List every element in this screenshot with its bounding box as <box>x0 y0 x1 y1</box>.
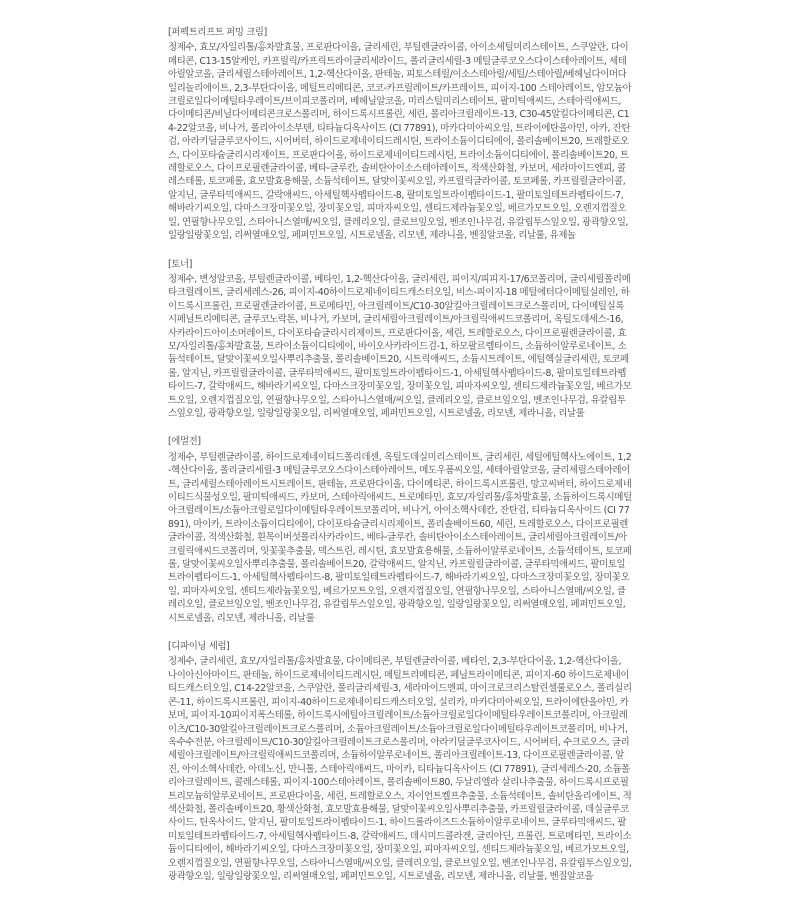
ingredient-list-text: 정제수, 효모/자일리톨/홍차발효물, 프로판다이올, 글리세린, 부틸렌글라이콜, 아이소세틸미리스테이트, 스쿠알란, 다이메티콘, C13-15알케인, 카프릴릭/카프릭트라이글리세라이드, 폴리글리세릴-3 메틸글루코오스다이스테아레이트, 세테아릴알코올, 글리세릴스테아레이트, 1,2-헥산다이올, 판테놀, 피토스테릴/이소스테아릴/세틸/스테아릴/베헤닐다이머다일리놀리에이트, 2,3-부탄다이올, 메틸트리메티콘, 코코-카프릴레이트/카프레이트, 피이지-100 스테아레이트, 암모늄아크릴로일다이메틸타우레이트/브이피코폴리머, 베헤닐알코올, 미리스틸미리스테이트, 팔미틱애씨드, 스테아릭애씨드, 다이메티콘/비닐다이메티콘크로스폴리머, 하이드록시프롤린, 세린, 폴리아크릴레이트-13, C30-45알킬다이메티콘, C14-22알코올, 비나거, 폴리아이소부텐, 티타늄디옥사이드 (CI 77891), 마카다미아씨오일, 트라이에탄올아민, 아카, 잔탄검, 아라키딜글루코사이드, 시어버터, 하이드로제네이티드레시틴, 트라이소듐이디티에이, 폴리솔베이트20, 트레할로오스, 다이포타슘글리시리제이트, 프로판다이올, 하이드로제네이티드레시틴, 트라이소듐이디티에이, 폴리솔베이트20, 트레할로오스, 다이프로필렌글라이콜, 베타-글루칸, 솔비탄아이소스테아레이트, 적색산화철, 카보머, 세라마이드엔피, 콜레스테롤, 토코페롤, 효모발효용해물, 소듐석테이트, 달맞이꽃씨오일, 카프릴릭글라이콜, 토코페롤, 카프릴릴글라이콜, 알지닌, 글루타믹애씨드, 갈락애씨드, 아세틸헥사펩타이드-8, 팔미토일트라이펩타이드-1, 팔미토일테트라펩타이드-7, 해바라기씨오일, 다마스크장미꽃오일, 장미꽃오일, 피마자씨오일, 센티드제라늄꽃오일, 베르가모트오일, 오렌지껍질오일, 연필향나무오일, 스타아니스열매/씨오일, 클레리오일, 클로브잎오일, 벤조인나무검, 유칼립투스잎오일, 광곽향오일, 일랑일랑꽃오일, 리써열매오일, 페퍼민트오일, 시트로넬올, 리모넨, 제라니올, 벤질알코올, 리날룰, 유제놀 <box>168 42 632 242</box>
section-toner <box>168 258 632 421</box>
ingredient-list-text: 정제수, 글리세린, 효모/자일리톨/홍차발효물, 다이메티콘, 부틸렌글라이콜, 베타인, 2,3-부탄다이올, 1,2-헥산다이올, 나이아신아마이드, 판테놀, 하이드로제네이티드레시틴, 메틸트리메티콘, 페닐트라이메티콘, 피이지-60 하이드로제네이티드캐스터오일, C14-22알코올, 스쿠알란, 폴리글리세릴-3, 세라마이드엔피, 마이크로크리스탈린셀룰로오스, 폴리실리콘-11, 하이드록시프롤린, 피이지-40하이드로제네이티드캐스터오일, 실리카, 마카다미아씨오일, 트라이에탄올아민, 카보머, 피이지-10피이지폭스테롤, 하이드록시에틸아크릴레이트/소듐아크릴로일다이메틸타우레이트코폴리머, 아크릴레이츠/C10-30알킬아크릴레이트크로스폴리머, 소듐아크릴레이트/소듐아크릴로일다이메틸타우레이트코폴리머, 비나거, 옥수수전분, 아크릴레이트/C10-30알킬아크릴레이트크로스폴리머, 아라키딜글루코사이드, 시어버터, 수크로오스, 글리세릴아크릴레이트/아크릴릭애씨드코폴리머, 소듐하이알루로네이트, 폴리아크릴레이트-13, 다이프로필렌글라이콜, 알진, 아이소헥사데칸, 아데노신, 만니톨, 스테아릭애씨드, 마이카, 티타늄디옥사이드 (CI 77891), 글리세레스-20, 소듐폴리아크릴레이트, 콜레스테롤, 피이지-100스테아레이트, 폴리솔베이트80, 두날리엘라 살리나추출물, 하이드록시프로필트리모늄히알루로네이트, 프로판다이올, 세린, 트레할로오스, 자이언트켈프추출물, 소듐석테이트, 솔비탄올리에이트, 적색산화철, 폴리솔베이트20, 황색산화철, 효모발효용해물, 달맞이꽃씨오일사뿌리추출물, 카프릴릴글라이콜, 데실글루코사이드, 틴옥사이드, 알지닌, 팔미토일트라이펩타이드-1, 하이드롤라이즈드소듐하이알루로네이트, 글루타믹애씨드, 팔미토일테트라펩타이드-7, 아세틸헥사펩타이드-8, 갈락애씨드, 데시미드콜라겐, 글리아딘, 프롤린, 트로메타민, 트라이소듐이디티에이, 해바라기씨오일, 다마스크장미꽃오일, 장미꽃오일, 피마자씨오일, 센티드제라늄꽃오일, 베르가모트오일, 오렌지껍질오일, 연필향나무오일, 스타아니스열매/씨오일, 클레리오일, 클로브잎오일, 벤조인나무검, 유칼립투스잎오일, 광곽향오일, 일랑일랑꽃오일, 리써열매오일, 페퍼민트오일, 시트로넬올, 리모넨, 제라니올, 리날룰, 벤질알코올 <box>168 656 632 882</box>
ingredient-list-text: 정제수, 부틸렌글라이콜, 하이드로제네이티드폴리데센, 옥틸도데실미리스테이트, 글리세린, 세틸에틸헥사노에이트, 1,2-헥산다이올, 폴리글리세릴-3 메틸글루코오스다이스테아레이트, 메도우폼씨오일, 세테아릴알코올, 글리세릴스테아레이트, 글리세릴스테아레이트시트레이트, 판테놀, 프로판다이올, 다이메티콘, 하이드록시프롤린, 망고씨버터, 하이드로제네이티드식물성오일, 팔미틱애씨드, 카보머, 스테아릭애씨드, 트로메타민, 효모/자일리톨/홍차발효물, 소듐하이드록시메틸아크릴레이트/소듐아크릴로일다이메틸타우레이트코폴리머, 비나거, 아이소헥사데칸, 잔탄검, 티타늄디옥사이드 (CI 77891), 마이카, 트라이소듐이디티에이, 다이포타슘글리시리제이트, 폴리솔베이트60, 세린, 트레할로오스, 다이프로필렌글라이콜, 적색산화철, 흰목이버섯폴리사카라이드, 베타-글루칸, 솔비탄아이소스테아레이트, 글리세릴아크릴레이트/아크릴릭애씨드코폴리머, 잇꽃꽃추출물, 덱스트린, 레시틴, 효모발효용해물, 소듐하이알루로네이트, 소듐석테이트, 토코페롤, 달맞이꽃씨오일사뿌리추출물, 폴리솔베이트20, 갈락애씨드, 알지닌, 카프릴릴글라이콜, 글루타믹애씨드, 팔미토일트라이펩타이드-1, 아세틸헥사펩타이드-8, 팔미토일테트라펩타이드-7, 해바라기씨오일, 다마스크장미꽃오일, 장미꽃오일, 피마자씨오일, 센티드제라늄꽃오일, 베르가모트오일, 오렌지껍질오일, 연필향나무오일, 스타아니스열매/씨오일, 클레리오일, 클로브잎오일, 벤조인나무검, 유칼립투스잎오일, 광곽향오일, 일랑일랑꽃오일, 리써열매오일, 페퍼민트오일, 시트로넬올, 리모넨, 제라니올, 리날룰 <box>168 451 632 624</box>
section-firming-cream <box>168 26 632 243</box>
section-emulsion <box>168 435 632 625</box>
section-defining-serum <box>168 640 632 883</box>
section-title: [에멀전] <box>168 436 201 448</box>
section-title: [디파이닝 세럼] <box>168 641 230 653</box>
section-title: [퍼펙트리프트 퍼밍 크림] <box>168 27 267 38</box>
ingredient-list-document <box>168 26 632 898</box>
section-title: [토너] <box>168 258 193 270</box>
ingredient-list-text: 정제수, 변성알코올, 부틸렌글라이콜, 베타인, 1,2-헥산다이올, 글리세린, 피이지/피피지-17/6코폴리머, 글리세릴폴리메타크릴레이트, 글리세레스-26, 피이지-40하이드로제네이티드캐스터오일, 비스-피이지-18 메틸에터다이메틸실레인, 하이드록시프롤린, 프로필렌글라이콜, 트로메타민, 아크릴레이트/C10-30알킬아크릴레이트크로스폴리머, 다이메틸실록시페닐트리메티콘, 글루코노락톤, 비나거, 카보머, 글리세릴아크릴레이트/아크릴릭애씨드코폴리머, 옥틸도데세스-16, 사카라이드아이소머레이트, 다이포타슘글리시리제이트, 프로판다이올, 세린, 트레할로오스, 다이프로필렌글라이콜, 효모/자일리톨/홍차발효물, 트라이소듐이디티에이, 바이오사카라이드검-1, 하모팔르렘타이드, 소듐하이알루로네이트, 소듐석테이트, 달맞이꽃씨오일사뿌리추출물, 폴리솔베이트20, 시트릭애씨드, 소듐시트레이트, 에틸헥실글리세린, 토코페롤, 알지닌, 카프릴릴글라이콜, 글루타믹애씨드, 팔미토일트라이펩타이드-1, 아세틸헥사펩타이드-8, 팔미토일테트라펩타이드-7, 갈락애씨드, 해바라기씨오일, 다마스크장미꽃오일, 장미꽃오일, 피마자씨오일, 센티드제라늄꽃오일, 베르가모트오일, 오렌지껍질오일, 연필향나무오일, 스타아니스열매/씨오일, 클레리오일, 클로브잎오일, 벤조인나무검, 유칼립투스잎오일, 광곽향오일, 일랑일랑꽃오일, 리써열매오일, 페퍼민트오일, 시트로넬올, 리모넨, 제라니올, 리날룰 <box>168 273 632 419</box>
